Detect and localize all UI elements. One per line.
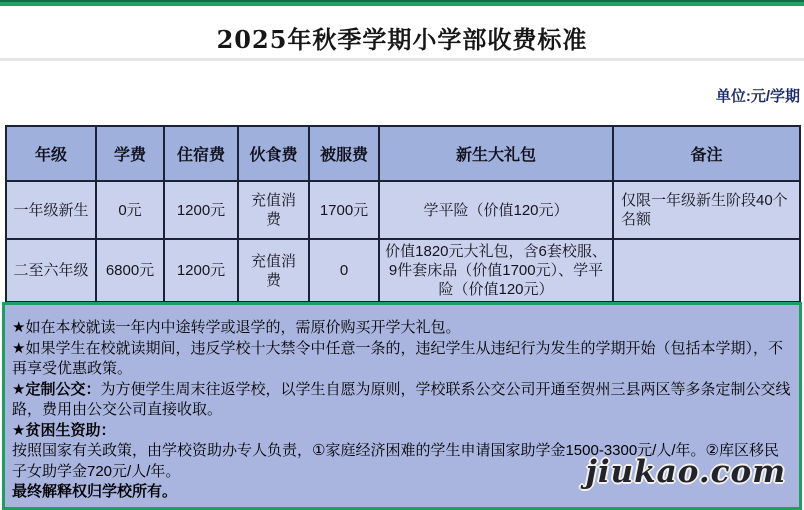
cell-grade: 二至六年级 bbox=[6, 239, 96, 302]
header-cell-bedding: 被服费 bbox=[309, 126, 379, 181]
header-cell-gift-package: 新生大礼包 bbox=[379, 126, 613, 181]
header-cell-grade: 年级 bbox=[6, 126, 96, 181]
note-line bbox=[12, 421, 793, 442]
cell-meals: 充值消费 bbox=[238, 239, 309, 302]
header-cell-remarks: 备注 bbox=[613, 126, 800, 181]
watermark: jiukao.com bbox=[585, 454, 786, 490]
cell-bedding: 0 bbox=[309, 239, 379, 302]
note-text: 为方便学生周末往返学校，以学生自愿为原则，学校联系公交公司开通至贺州三县两区等多条定制公交线路，费用由公交公司直接收取。 bbox=[12, 380, 791, 418]
table-header-row bbox=[6, 126, 800, 181]
title-divider bbox=[0, 58, 804, 61]
cell-gift-package: 学平险（价值120元） bbox=[379, 181, 613, 239]
note-line bbox=[12, 339, 793, 380]
table-row bbox=[6, 181, 800, 239]
cell-gift-package: 价值1820元大礼包，含6套校服、9件套床品（价值1700元）、学平险（价值120元） bbox=[379, 239, 613, 302]
fee-table bbox=[5, 125, 801, 303]
note-text: ★如在本校就读一年内中途转学或退学的，需原价购买开学大礼包。 bbox=[12, 319, 461, 336]
cell-tuition: 0元 bbox=[96, 181, 164, 239]
page-title: 2025年秋季学期小学部收费标准 bbox=[216, 25, 588, 54]
cell-bedding: 1700元 bbox=[309, 181, 379, 239]
note-bold-label: ★贫困生资助： bbox=[12, 421, 116, 439]
note-bold-label: 最终解释权归学校所有。 bbox=[12, 483, 178, 500]
cell-meals: 充值消费 bbox=[238, 181, 309, 239]
unit-label: 单位:元/学期 bbox=[715, 88, 800, 105]
cell-accommodation: 1200元 bbox=[164, 181, 238, 239]
note-text: ★如果学生在校就读期间，违反学校十大禁令中任意一条的，违纪学生从违纪行为发生的学期开始（包括本学期），不再享受优惠政策。 bbox=[12, 339, 783, 377]
cell-remarks: 仅限一年级新生阶段40个名额 bbox=[613, 181, 800, 239]
header-cell-tuition: 学费 bbox=[96, 126, 164, 181]
cell-remarks bbox=[613, 239, 800, 302]
cell-accommodation: 1200元 bbox=[164, 239, 238, 302]
note-line bbox=[12, 380, 793, 421]
cell-tuition: 6800元 bbox=[96, 239, 164, 302]
top-green-bar bbox=[0, 0, 804, 6]
note-text: 按照国家有关政策，由学校资助办专人负责，①家庭经济困难的学生申请国家助学金1500-3300元/人/年。②库区移民子女助学金720元/人/年。 bbox=[12, 442, 779, 480]
table-row bbox=[6, 239, 800, 302]
header-cell-accommodation: 住宿费 bbox=[164, 126, 238, 181]
header-cell-meals: 伙食费 bbox=[238, 126, 309, 181]
cell-grade: 一年级新生 bbox=[6, 181, 96, 239]
note-bold-label: ★定制公交： bbox=[12, 380, 101, 398]
note-line bbox=[12, 318, 793, 339]
